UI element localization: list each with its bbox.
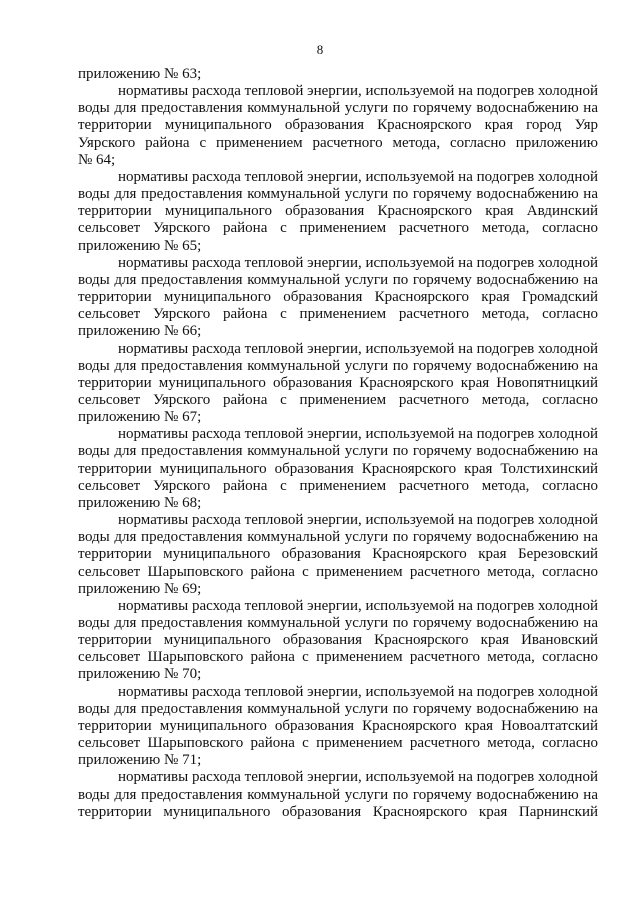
text-line: территории муниципального образования Красноярского края город Уяр <box>78 117 598 134</box>
text-line: сельсовет Шарыповского района с применением расчетного метода, согласно <box>78 735 598 752</box>
text-line: территории муниципального образования Красноярского края Ивановский <box>78 632 598 649</box>
text-line: сельсовет Шарыповского района с применением расчетного метода, согласно <box>78 563 598 580</box>
text-line: воды для предоставления коммунальной услуги по горячему водоснабжению на <box>78 271 598 288</box>
text-line: воды для предоставления коммунальной услуги по горячему водоснабжению на <box>78 443 598 460</box>
paragraph-last-line: приложению № 69; <box>78 580 202 597</box>
paragraph-last-line: приложению № 71; <box>78 752 202 769</box>
text-line: территории муниципального образования Красноярского края Новопятницкий <box>78 374 598 391</box>
paragraph-first-line: нормативы расхода тепловой энергии, используемой на подогрев холодной <box>118 426 598 443</box>
paragraph-first-line: нормативы расхода тепловой энергии, используемой на подогрев холодной <box>118 83 598 100</box>
text-line: воды для предоставления коммунальной услуги по горячему водоснабжению на <box>78 100 598 117</box>
paragraph-last-line: приложению № 65; <box>78 237 202 254</box>
text-line: воды для предоставления коммунальной услуги по горячему водоснабжению на <box>78 700 598 717</box>
text-line: воды для предоставления коммунальной услуги по горячему водоснабжению на <box>78 186 598 203</box>
text-line: территории муниципального образования Красноярского края Авдинский <box>78 203 598 220</box>
text-line: сельсовет Уярского района с применением расчетного метода, согласно <box>78 477 598 494</box>
page-number: 8 <box>316 42 324 57</box>
paragraph-last-line: приложению № 68; <box>78 494 202 511</box>
text-line: воды для предоставления коммунальной услуги по горячему водоснабжению на <box>78 615 598 631</box>
text-line: территории муниципального образования Красноярского края Толстихинский <box>78 460 598 477</box>
paragraph-last-line: приложению № 63; <box>78 66 202 82</box>
paragraph-first-line: нормативы расхода тепловой энергии, используемой на подогрев холодной <box>118 683 598 700</box>
text-line: территории муниципального образования Красноярского края Березовский <box>78 546 598 563</box>
text-line: территории муниципального образования Красноярского края Громадский <box>78 289 598 306</box>
text-line: территории муниципального образования Красноярского края Новоалтатский <box>78 717 598 734</box>
document-body <box>78 66 598 821</box>
paragraph-first-line: нормативы расхода тепловой энергии, используемой на подогрев холодной <box>118 168 598 185</box>
text-line: сельсовет Уярского района с применением расчетного метода, согласно <box>78 391 598 408</box>
paragraph-first-line: нормативы расхода тепловой энергии, используемой на подогрев холодной <box>118 597 598 614</box>
paragraph-last-line: приложению № 66; <box>78 323 202 340</box>
paragraph-first-line: нормативы расхода тепловой энергии, используемой на подогрев холодной <box>118 769 598 786</box>
text-line: воды для предоставления коммунальной услуги по горячему водоснабжению на <box>78 529 598 546</box>
paragraph-first-line: нормативы расхода тепловой энергии, используемой на подогрев холодной <box>118 340 598 357</box>
paragraph-last-line: приложению № 70; <box>78 666 202 683</box>
text-line: воды для предоставления коммунальной услуги по горячему водоснабжению на <box>78 786 598 803</box>
text-line: территории муниципального образования Красноярского края Парнинский <box>78 803 598 820</box>
paragraph-first-line: нормативы расхода тепловой энергии, используемой на подогрев холодной <box>118 512 598 529</box>
text-line: сельсовет Уярского района с применением расчетного метода, согласно <box>78 220 598 237</box>
text-line: Уярского района с применением расчетного метода, согласно приложению <box>78 134 598 151</box>
text-line: воды для предоставления коммунальной услуги по горячему водоснабжению на <box>78 357 598 374</box>
paragraph-last-line: приложению № 67; <box>78 409 202 426</box>
text-line: сельсовет Шарыповского района с применением расчетного метода, согласно <box>78 649 598 666</box>
paragraph-first-line: нормативы расхода тепловой энергии, используемой на подогрев холодной <box>118 254 598 271</box>
paragraph-last-line: № 64; <box>78 151 116 168</box>
text-line: сельсовет Уярского района с применением расчетного метода, согласно <box>78 306 598 323</box>
